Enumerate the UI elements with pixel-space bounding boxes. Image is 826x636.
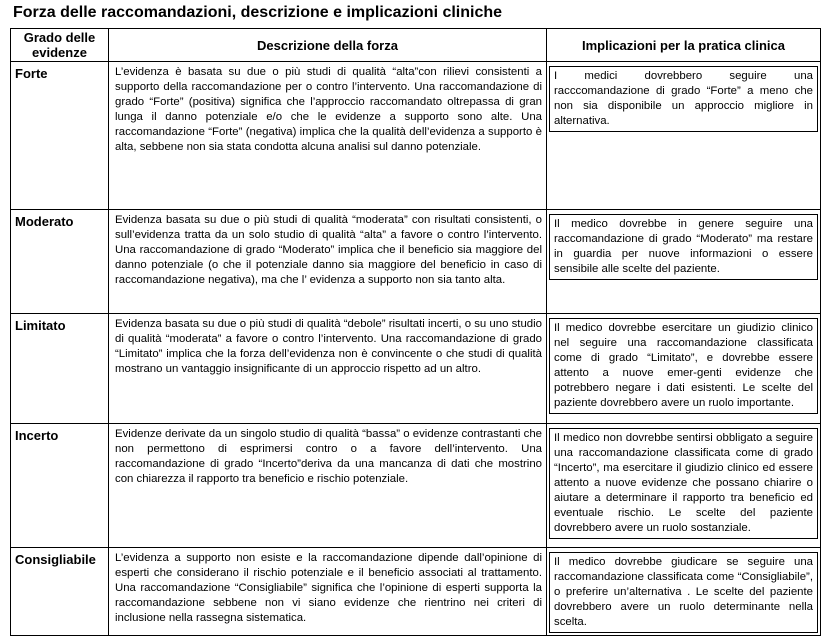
grade-cell: Forte [11, 62, 109, 210]
table-row [11, 210, 821, 314]
table-header-row [11, 29, 821, 62]
implications-cell [547, 548, 821, 636]
implications-text: Il medico dovrebbe esercitare un giudizio clinico nel seguire una raccomandazione classificata come di grado “Limitato”, e dovrebbe essere attento a nuove emer-genti evidenze che potrebbero negare i dati esistenti. Le scelte del paziente dovrebbero avere un ruolo importante. [549, 318, 818, 414]
description-cell: L’evidenza è basata su due o più studi di qualità “alta”con rilievi consistenti a supporto della raccomandazione per o contro l’intervento. Una raccomandazione di grado “Forte” (positiva) significa che l’approccio raccomandato oltrepassa di gran lunga il danno potenziale e/o che le evidenze a supporto sono alte. Una raccomandazione “Forte” (negativa) implica che la qualità dell’evidenza a supporto è alta, sebbene non sia stata condotta alcuna analisi sul danno potenziale. [109, 62, 547, 210]
grade-cell: Incerto [11, 424, 109, 548]
description-cell: L’evidenza a supporto non esiste e la raccomandazione dipende dall’opinione di esperti che considerano il rischio potenziale e il beneficio associati al trattamento. Una raccomandazione “Consigliabile” significa che l’opinione di esperti supporta la raccomandazione sebbene non vi siano evidenze che rientrino nei criteri di inclusione nella rassegna sistematica. [109, 548, 547, 636]
table-row [11, 62, 821, 210]
implications-cell [547, 314, 821, 424]
table-row [11, 548, 821, 636]
table-row [11, 314, 821, 424]
implications-text: Il medico non dovrebbe sentirsi obbligato a seguire una raccomandazione classificata come di grado “Incerto”, ma esercitare il giudizio clinico ed essere attento a nuove evidenze che possano chiarire o aiutare a determinare il rapporto tra beneficio ed eventuale rischio. Le scelte del paziente dovrebbero avere un ruolo sostanziale. [549, 428, 818, 539]
table-row [11, 424, 821, 548]
implications-cell [547, 210, 821, 314]
recommendations-table [10, 28, 821, 636]
grade-cell: Moderato [11, 210, 109, 314]
description-cell: Evidenza basata su due o più studi di qualità “moderata” con risultati consistenti, o sull’evidenza tratta da un solo studio di qualità “alta” a favore o contro l’intervento. Una raccomandazione di grado “Moderato” implica che il beneficio sia maggiore del danno potenziale (o che il potenziale danno sia maggiore del beneficio in caso di raccomandazione negativa), ma che l’ evidenza a supporto non sia tanto alta. [109, 210, 547, 314]
grade-cell: Consigliabile [11, 548, 109, 636]
header-implications: Implicazioni per la pratica clinica [547, 29, 821, 62]
header-description: Descrizione della forza [109, 29, 547, 62]
implications-text: Il medico dovrebbe in genere seguire una raccomandazione di grado “Moderato” ma restare in guardia per nuove informazioni o essere sensibile alle scelte del paziente. [549, 214, 818, 280]
implications-text: Il medico dovrebbe giudicare se seguire una raccomandazione classificata come “Consigliabile”, o preferire un’alternativa . Le scelte del paziente dovrebbero avere un ruolo determinante nella scelta. [549, 552, 818, 633]
page-title: Forza delle raccomandazioni, descrizione e implicazioni cliniche [13, 4, 503, 21]
header-grade: Grado delle evidenze [11, 29, 109, 62]
grade-cell: Limitato [11, 314, 109, 424]
description-cell: Evidenze derivate da un singolo studio di qualità “bassa” o evidenze contrastanti che non permettono di esprimersi contro o a favore dell’intervento. Una raccomandazione di grado “Incerto”deriva da una mancanza di dati che mostrino con chiarezza il rapporto tra beneficio e rischio potenziale. [109, 424, 547, 548]
implications-cell [547, 62, 821, 210]
description-cell: Evidenza basata su due o più studi di qualità “debole” risultati incerti, o su uno studio di qualità “moderata” a favore o contro l’intervento. Una raccomandazione di grado “Limitato” implica che la forza dell’evidenza non è convincente o che studi di qualità mostrano un vantaggio insignificante di un approccio rispetto ad un altro. [109, 314, 547, 424]
implications-text: I medici dovrebbero seguire una racccomandazione di grado “Forte” a meno che non sia disponibile un approccio migliore in alternativa. [549, 66, 818, 132]
implications-cell [547, 424, 821, 548]
